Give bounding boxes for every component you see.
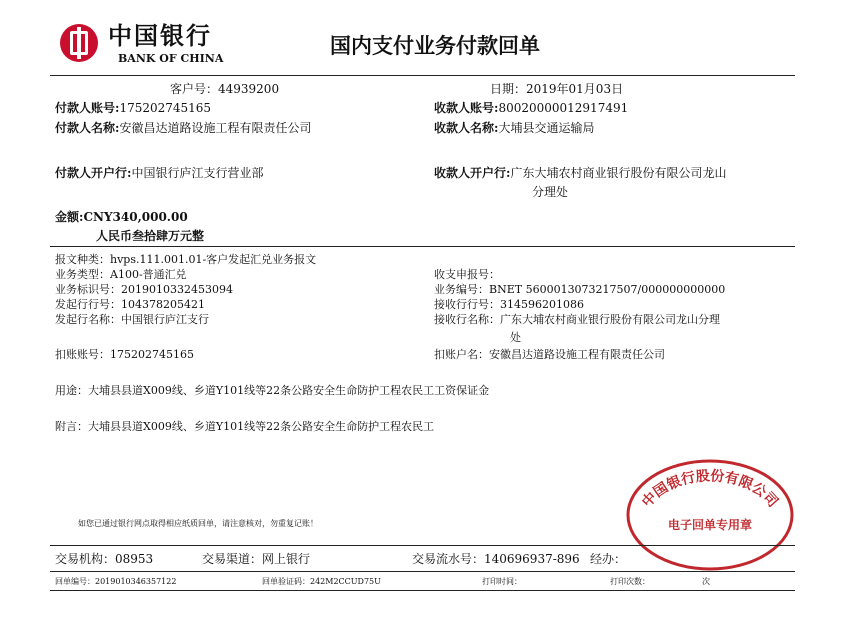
header-divider [50,75,795,76]
payee-account-row [434,101,628,116]
seal-center-text: 电子回单专用章 [667,518,753,532]
payee-name-label: 收款人名称: [434,121,499,135]
print-time: 打印时间： [482,577,522,586]
footer-divider-mid [50,571,795,572]
trade-handler: 经办： [590,552,627,566]
debit-account: 扣账账号：175202745165 [55,348,194,361]
debit-name: 扣账户名：安徽昌达道路设施工程有限责任公司 [434,348,665,361]
notice: 如您已通过银行网点取得相应纸质回单，请注意核对，勿重复记账！ [78,519,318,528]
amount-row [55,210,188,225]
detail-sender-bank-name: 发起行名称：中国银行庐江支行 [55,313,209,326]
trade-channel: 交易渠道：网上银行 [202,552,311,566]
payer-bank-row [55,166,263,181]
detail-receiver-bank-no: 接收行行号：314596201086 [434,298,584,311]
trade-serial: 交易流水号：140696937-896 [412,552,580,566]
detail-business-id: 业务标识号：2019010332453094 [55,283,233,296]
seal-arc-text: 中国银行股份有限公司 [639,468,781,511]
receipt-number: 回单编号：2019010346357122 [55,577,177,586]
payee-bank: 广东大埔农村商业银行股份有限公司龙山 [510,166,727,180]
verify-code: 回单验证码：242M2CCUD75U [262,577,381,586]
bank-logo-icon [60,24,98,62]
page-title: 国内支付业务付款回单 [330,34,540,58]
payer-bank: 中国银行庐江支行营业部 [131,166,264,180]
amount-value: CNY340,000.00 [83,210,188,224]
remark: 附言：大埔县县道X009线、乡道Y101线等22条公路安全生命防护工程农民工 [55,420,435,433]
print-count-unit: 次 [702,577,710,586]
bank-name-en: BANK OF CHINA [118,52,224,65]
detail-receiver-bank-cont: 处 [510,331,521,344]
detail-sender-bank-no: 发起行行号：104378205421 [55,298,205,311]
payer-name-label: 付款人名称: [55,121,120,135]
payee-bank-cont: 分理处 [532,185,569,199]
seal-stamp [624,455,796,573]
payee-name: 大埔县交通运输局 [498,121,595,135]
payer-bank-label: 付款人开户行: [55,166,132,180]
payee-bank-label: 收款人开户行: [434,166,511,180]
payee-account: 80020000012917491 [498,101,629,115]
payer-name: 安徽昌达道路设施工程有限责任公司 [119,121,312,135]
amount-chinese: 人民币叁拾肆万元整 [96,229,205,243]
date: 日期：2019年01月03日 [490,82,624,96]
payer-name-row [55,121,311,136]
footer-divider-top [50,545,795,546]
purpose: 用途：大埔县县道X009线、乡道Y101线等22条公路安全生命防护工程农民工工资保证金 [55,384,490,397]
detail-receiver-bank-name: 接收行名称：广东大埔农村商业银行股份有限公司龙山分理 [434,313,720,326]
detail-business-type: 业务类型：A100-普通汇兑 [55,268,187,281]
payee-account-label: 收款人账号: [434,101,499,115]
payer-account-label: 付款人账号: [55,101,120,115]
customer-number: 客户号：44939200 [170,82,280,96]
footer-divider-bottom [50,590,795,591]
trade-org: 交易机构：08953 [55,552,154,566]
payee-name-row [434,121,594,136]
detail-business-no: 业务编号：BNET 5600013073217507/000000000000 [434,283,726,296]
detail-message-type: 报文种类：hvps.111.001.01-客户发起汇兑业务报文 [55,253,317,266]
amount-divider [50,246,795,247]
bank-name-cn: 中国银行 [108,21,212,50]
payee-bank-row [434,166,726,181]
payer-account-row [55,101,211,116]
payer-account: 175202745165 [119,101,212,115]
print-count: 打印次数： [610,577,650,586]
amount-label: 金额: [55,210,84,224]
detail-declaration-no: 收支申报号： [434,268,500,281]
